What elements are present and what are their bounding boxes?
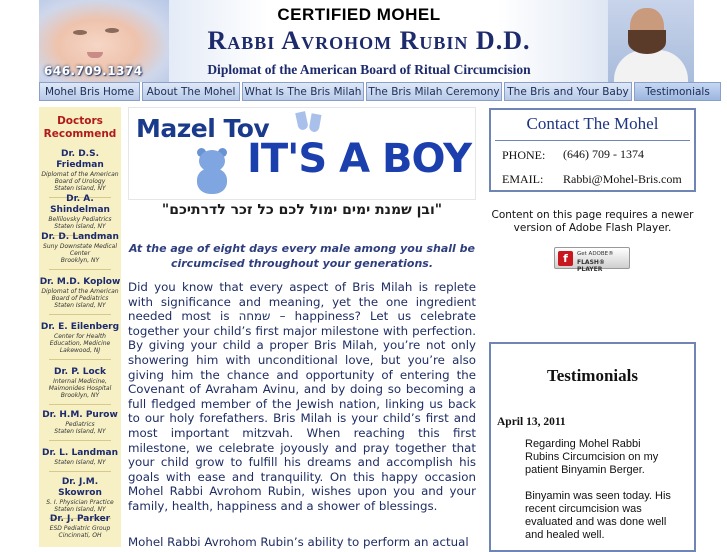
doctor-name: Dr. H.M. Purow [42,410,118,420]
teddy-bear-icon [189,146,235,196]
certified-mohel-heading: CERTIFIED MOHEL [277,5,441,24]
doctor-entry[interactable] [39,410,121,441]
header-phone-number: 646.709.1374 [44,64,143,78]
flash-required-message: Content on this page requires a newer version of Adobe Flash Player. [491,209,694,234]
doctor-location: Cincinnati, OH [58,532,102,539]
doctor-name: Dr. D. Landman [41,232,119,242]
testimonial-date: April 13, 2011 [497,416,566,428]
nav-mohel-bris-home[interactable]: Mohel Bris Home [39,82,140,101]
doctor-name: Dr. P. Lock [54,367,106,377]
doctor-location: Staten Island, NY [54,302,106,309]
doctor-description: Diplomat of the American Board of Pediatrics [41,288,119,302]
doctor-name: Dr. A. Shindelman [50,194,110,215]
doctor-description: Diplomat of the American Board of Urology [41,171,119,185]
doctors-recommend-title: Doctors Recommend [43,115,117,140]
site-header [39,0,694,83]
banner-its-a-boy-text: IT'S A BOY [247,136,472,182]
mazel-tov-banner [128,107,476,200]
doctor-location: Brooklyn, NY [60,257,100,264]
doctor-name: Dr. D.S. Friedman [56,149,104,170]
testimonial-paragraph: Binyamin was seen today. His recent circumcision was evaluated and was done well and healed well. [525,490,671,541]
doctor-entry[interactable] [39,514,121,539]
intro-paragraph: Did you know that every aspect of Bris Milah is replete with significance and meaning, yet the one ingredient needed most is שמחה – happiness? Let us celebrate together your child’s first major milestone with perfection. By giving your child a proper Bris Milah, you’re not only showering him with unconditional love, but you’re also giving him the chance and opportunity of entering the Covenant of Avraham Avinu, and by doing so becoming a full fledged member of the Jewish nation, linking us back to our holy forefathers. Bris Milah is your child’s first and most important mitzvah. When reaching this first milestone, we celebrate joyously and pray together that your child grow to fulfill his dreams and accomplish his goals with ease and tranquility. On this happy occasion Mohel Rabbi Avrohom Rubin, wishes upon you and your family, health, happiness and a shower of blessings. [128,280,476,513]
nav-the-bris-and-your-baby[interactable]: The Bris and Your Baby [504,82,632,101]
flash-button-line1: Get ADOBE® [577,251,614,257]
banner-mazel-tov-text: Mazel Tov [136,114,270,143]
testimonials-box [489,342,696,552]
rabbi-photo [608,0,694,82]
doctor-description: Pediatrics [65,421,95,428]
testimonial-paragraph: Regarding Mohel Rabbi Rubins Circumcision on my patient Binyamin Berger. [525,438,659,476]
testimonial-text [525,438,675,542]
doctor-description: S. I. Physician Practice [46,499,114,506]
doctor-name: Dr. L. Landman [42,448,118,458]
doctor-location: Brooklyn, NY [60,392,100,399]
doctors-sidebar [39,107,121,547]
testimonials-title: Testimonials [546,366,638,385]
second-paragraph: Mohel Rabbi Avrohom Rubin’s ability to perform an actual [128,535,469,549]
nav-about-the-mohel[interactable]: About The Mohel [142,82,240,101]
phone-label: PHONE: [502,148,546,162]
doctor-description: Suny Downstate Medical Center [43,243,117,257]
doctor-entry[interactable] [39,367,121,405]
nav-the-bris-milah-ceremony[interactable]: The Bris Milah Ceremony [366,82,502,101]
doctor-name: Dr. M.D. Koplow [39,277,121,287]
nav-testimonials[interactable]: Testimonials [634,82,721,101]
doctor-location: Staten Island, NY [54,223,106,230]
doctor-entry[interactable] [39,477,121,519]
doctor-name: Dr. E. Eilenberg [40,322,120,332]
main-nav [39,82,721,101]
doctor-description: Internal Medicine, Maimonides Hospital [48,378,112,392]
doctor-entry[interactable] [39,277,121,315]
email-label: EMAIL: [502,172,544,186]
verse-translation: At the age of eight days every male among you shall be circumcised throughout your generations. [128,242,475,270]
doctor-entry[interactable] [39,322,121,360]
doctor-description: Center for Health Education, Medicine [49,333,111,347]
flash-button-line2: FLASH® PLAYER [577,259,605,273]
doctor-location: Staten Island, NY [54,506,106,513]
doctor-description: ESD Pediatric Group [49,525,111,532]
hebrew-verse: "ובן שמנת ימים ימול לכם כל זכר לדרתיכם" [161,202,443,218]
doctor-location: Staten Island, NY [54,185,106,192]
doctor-entry[interactable] [39,448,121,472]
doctor-name: Dr. J.M. Skowron [58,477,102,498]
flash-icon: f [558,251,573,266]
baby-socks-icon [297,112,325,134]
doctor-entry[interactable] [39,194,121,236]
doctor-name: Dr. J. Parker [49,514,111,524]
contact-box [489,108,696,192]
doctor-location: Staten Island, NY [54,459,106,466]
contact-title: Contact The Mohel [526,114,659,133]
rabbi-name-heading: Rabbi Avrohom Rubin D.D. [207,26,531,55]
doctor-entry[interactable] [39,232,121,270]
doctor-location: Lakewood, NJ [59,347,101,354]
doctor-location: Staten Island, NY [54,428,106,435]
doctor-description: Bellilovsky Pediatrics [48,216,112,223]
diplomat-subheading: Diplomat of the American Board of Ritual Circumcision [207,62,531,77]
doctor-entry[interactable] [39,149,121,198]
phone-value[interactable]: (646) 709 - 1374 [563,147,644,161]
email-link[interactable]: Rabbi@Mohel-Bris.com [563,172,682,186]
get-flash-player-button[interactable] [554,247,630,273]
nav-what-is-the-bris-milah[interactable]: What Is The Bris Milah [242,82,364,101]
